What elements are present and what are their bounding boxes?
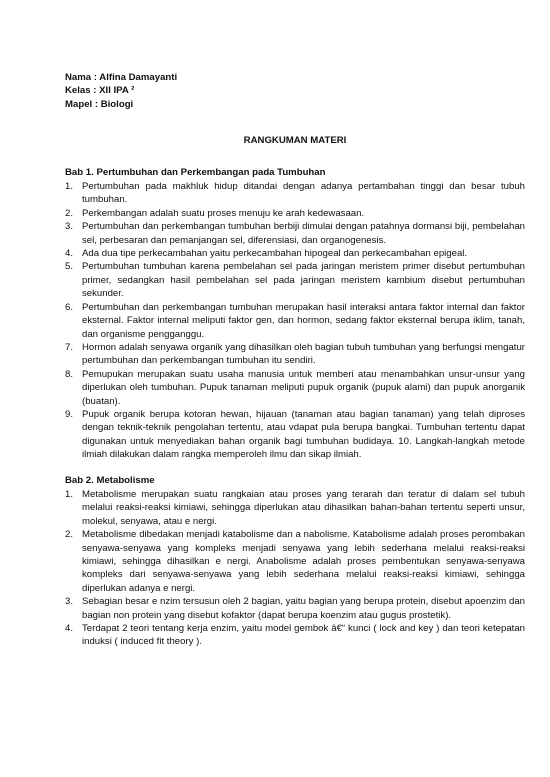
student-class: Kelas : XII IPA ²	[65, 85, 135, 97]
list-item-number: 3.	[65, 596, 74, 608]
list-item-number: 3.	[65, 221, 74, 233]
list-item	[65, 408, 525, 462]
list-item-number: 6.	[65, 301, 74, 313]
list-item	[65, 260, 525, 300]
list-item-text: Pertumbuhan pada makhluk hidup ditandai dengan adanya pertambahan tinggi dan besar tubuh tumbuhan.	[82, 181, 525, 206]
list-item	[65, 368, 525, 408]
section-heading: Bab 2. Metabolisme	[65, 474, 155, 486]
list-item-number: 1.	[65, 181, 74, 193]
list-item-number: 1.	[65, 488, 74, 500]
list-item-text: Metabolisme dibedakan menjadi katabolisme dan a nabolisme. Katabolisme adalah proses perombakan senyawa-senyawa yang kompleks menjadi senyawa yang lebih sederhana melalui reaksi-reaksi kimiawi, sehingga dihasilkan e nergi. Anabolisme adalah proses pembentukan senyawa-senyawa kompleks dari senyawa-senyawa yang lebih sederhana melalui reaksi-reaksi kimiawi, sehingga diperlukan adanya e nergi.	[82, 529, 525, 594]
list-item-number: 9.	[65, 408, 74, 420]
list-item	[65, 528, 525, 595]
section-list	[65, 180, 525, 462]
list-item-text: Perkembangan adalah suatu proses menuju ke arah kedewasaan.	[82, 207, 365, 219]
list-item-text: Sebagian besar e nzim tersusun oleh 2 bagian, yaitu bagian yang berupa protein, disebut apoenzim dan bagian non protein yang disebut kofaktor (dapat berupa koenzim atau gugus prostetik).	[82, 596, 525, 621]
list-item-text: Pertumbuhan tumbuhan karena pembelahan sel pada jaringan meristem primer disebut pertumbuhan primer, sedangkan hasil pembelahan sel pada jaringan meristem kambium disebut pertumbuhan sekunder.	[82, 261, 525, 300]
list-item-number: 4.	[65, 623, 74, 635]
page-title: RANGKUMAN MATERI	[243, 135, 347, 147]
list-item	[65, 247, 525, 260]
list-item-text: Terdapat 2 teori tentang kerja enzim, yaitu model gembok â€“ kunci ( lock and key ) dan teori ketepatan induksi ( induced fit theory ).	[82, 623, 525, 648]
list-item-number: 5.	[65, 261, 74, 273]
subject: Mapel : Biologi	[65, 98, 134, 110]
document-content	[65, 71, 525, 649]
list-item	[65, 207, 525, 220]
section-heading: Bab 1. Pertumbuhan dan Perkembangan pada Tumbuhan	[65, 166, 326, 178]
list-item-text: Pertumbuhan dan perkembangan tumbuhan berbiji dimulai dengan patahnya dormansi biji, pembelahan sel, perbesaran dan pemanjangan sel, diferensiasi, dan organogenesis.	[82, 221, 525, 246]
list-item	[65, 341, 525, 368]
list-item-text: Pemupukan merupakan suatu usaha manusia untuk memberi atau menambahkan unsur-unsur yang diperlukan oleh tumbuhan. Pupuk tanaman meliputi pupuk organik (pupuk alami) dan pupuk anorganik (buatan).	[82, 368, 525, 407]
list-item-number: 2.	[65, 529, 74, 541]
student-name: Nama : Alfina Damayanti	[65, 72, 178, 83]
list-item-text: Ada dua tipe perkecambahan yaitu perkecambahan hipogeal dan perkecambahan epigeal.	[82, 248, 468, 260]
list-item	[65, 488, 525, 528]
sections-container	[65, 166, 525, 649]
list-item-text: Pertumbuhan dan perkembangan tumbuhan merupakan hasil interaksi antara faktor internal dan faktor eksternal. Faktor internal meliputi faktor gen, dan hormon, sedang faktor eksternal berupa iklim, tanah, dan organisme pengganggu.	[82, 301, 525, 340]
list-item-number: 7.	[65, 341, 74, 353]
list-item	[65, 220, 525, 247]
list-item-number: 4.	[65, 248, 74, 260]
list-item	[65, 595, 525, 622]
list-item-number: 8.	[65, 368, 74, 380]
list-item-number: 2.	[65, 207, 74, 219]
list-item-text: Hormon adalah senyawa organik yang dihasilkan oleh bagian tubuh tumbuhan yang berfungsi mengatur pertumbuhan dan perkembangan tumbuhan itu sendiri.	[82, 341, 525, 367]
list-item	[65, 180, 525, 207]
list-item-text: Pupuk organik berupa kotoran hewan, hijauan (tanaman atau bagian tanaman) yang telah diproses dengan teknik-teknik pengolahan tertentu, atau vdapat pula berupa bangkai. Tumbuhan tertentu dapat digunakan untuk menyediakan bahan organik bagi tumbuhan budidaya. 10. Langkah-langkah metode ilmiah dilakukan dalam rangka memperoleh ilmu dan sikap ilmiah.	[82, 408, 525, 461]
section-gap	[65, 462, 525, 474]
section-list	[65, 488, 525, 649]
list-item-text: Metabolisme merupakan suatu rangkaian atau proses yang terarah dan teratur di dalam sel tubuh melalui reaksi-reaksi kimiawi, sehingga diperlukan atau dihasilkan bahan-bahan tertentu seperti unsur, molekul, senyawa, atau e nergi.	[82, 488, 525, 527]
list-item	[65, 622, 525, 649]
list-item	[65, 301, 525, 341]
